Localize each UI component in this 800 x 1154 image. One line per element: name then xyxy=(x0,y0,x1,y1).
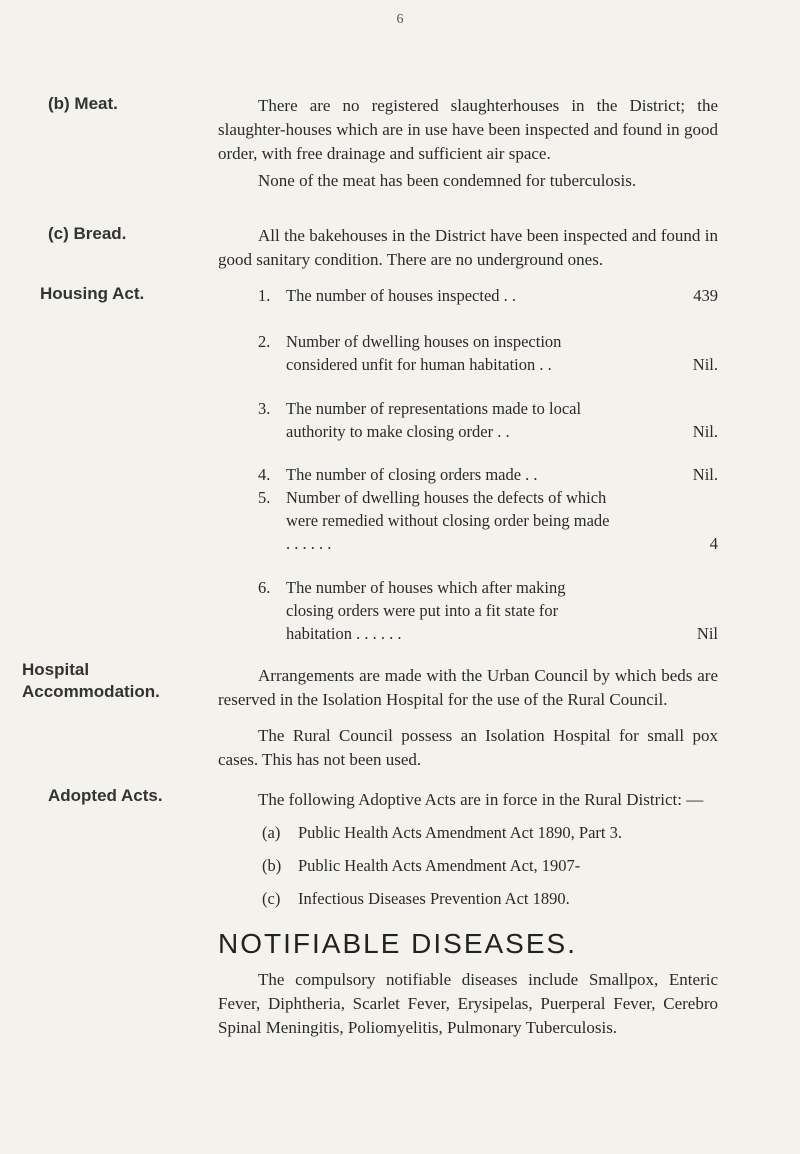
adopted-acts-intro: The following Adoptive Acts are in force in the Rural District: — xyxy=(258,790,704,809)
notifiable-diseases-paragraph: The compulsory notifiable diseases include Smallpox, Enteric Fever, Diphtheria, Scarlet Fever, Erysipelas, Puerperal Fever, Cerebro Spinal Meningitis, Poliomyelitis, Pulmonary Tuberculosis. xyxy=(218,970,718,1037)
page-number: 6 xyxy=(396,12,404,27)
housing-item-text: Number of dwelling houses on inspection considered unfit for human habitation . . xyxy=(286,332,562,374)
meat-paragraph-text: There are no registered slaughterhouses in the District; the slaughter-houses which are in use have been inspected and found in good order, with free drainage and sufficient air space. xyxy=(218,96,718,163)
housing-item-value: Nil. xyxy=(692,355,718,374)
housing-item-text: The number of representations made to local authority to make closing order . . xyxy=(286,399,582,441)
hospital-arrangements-paragraph: Arrangements are made with the Urban Council by which beds are reserved in the Isolation Hospital for the use of the Rural Council. xyxy=(218,666,718,709)
adopted-act-item xyxy=(262,889,570,909)
adopted-act-text: Infectious Diseases Prevention Act 1890. xyxy=(298,889,570,908)
adopted-act-label: (a) xyxy=(262,823,281,842)
housing-item-number: 4. xyxy=(258,465,271,484)
bread-paragraph: All the bakehouses in the District have been inspected and found in good sanitary condition. There are no underground ones. xyxy=(218,226,718,269)
hospital-heading-line1: Hospital xyxy=(22,660,90,679)
adopted-acts-heading: Adopted Acts. xyxy=(48,786,163,805)
hospital-heading-line2: Accommodation. xyxy=(22,682,160,701)
housing-item-number: 3. xyxy=(258,399,271,418)
housing-item-text: The number of houses which after making closing orders were put into a fit state for habitation . . . . . . xyxy=(286,578,566,643)
adopted-act-label: (c) xyxy=(262,889,281,908)
housing-item-number: 2. xyxy=(258,332,271,351)
housing-item-value: Nil. xyxy=(692,465,718,484)
bread-heading: (c) Bread. xyxy=(48,224,127,243)
adopted-act-text: Public Health Acts Amendment Act, 1907- xyxy=(298,856,581,875)
housing-item-text: The number of closing orders made . . xyxy=(286,465,538,484)
meat-heading: (b) Meat. xyxy=(48,94,118,113)
housing-heading: Housing Act. xyxy=(40,284,145,303)
housing-item-value: 439 xyxy=(693,286,718,305)
adopted-act-item xyxy=(262,856,580,876)
housing-item-number: 1. xyxy=(258,286,271,305)
adopted-act-label: (b) xyxy=(262,856,282,875)
adopted-act-text: Public Health Acts Amendment Act 1890, Part 3. xyxy=(298,823,623,842)
housing-item-number: 6. xyxy=(258,578,271,597)
housing-item-value: Nil xyxy=(696,624,718,643)
hospital-isolation-paragraph: The Rural Council possess an Isolation Hospital for small pox cases. This has not been used. xyxy=(218,726,718,769)
housing-item-number: 5. xyxy=(258,488,271,507)
adopted-act-item xyxy=(262,823,622,843)
housing-item-text: Number of dwelling houses the defects of which were remedied without closing order being made . . . . . . xyxy=(286,488,610,553)
meat-tuberculosis-note: None of the meat has been condemned for tuberculosis. xyxy=(258,171,637,190)
notifiable-diseases-title: NOTIFIABLE DISEASES. xyxy=(218,928,577,959)
housing-item-value: Nil. xyxy=(692,422,718,441)
housing-item-value: 4 xyxy=(709,534,718,553)
housing-item-text: The number of houses inspected . . xyxy=(286,286,517,305)
